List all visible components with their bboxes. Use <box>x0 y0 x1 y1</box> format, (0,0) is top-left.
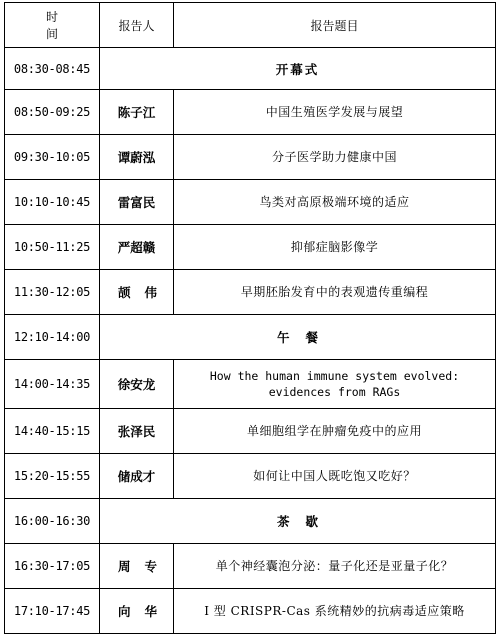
title-cell: 抑郁症脑影像学 <box>174 225 496 270</box>
time-cell: 11:30-12:05 <box>5 270 100 315</box>
header-row <box>5 3 496 48</box>
event-cell: 开幕式 <box>100 48 496 90</box>
table-row <box>5 135 496 180</box>
speaker-cell: 徐安龙 <box>100 360 174 409</box>
speaker-cell: 颉伟 <box>100 270 174 315</box>
table-row <box>5 589 496 634</box>
time-cell: 12:10-14:00 <box>5 315 100 360</box>
speaker-cell: 雷富民 <box>100 180 174 225</box>
title-cell: 分子医学助力健康中国 <box>174 135 496 180</box>
speaker-cell: 向华 <box>100 589 174 634</box>
title-cell: 单个神经囊泡分泌：量子化还是亚量子化？ <box>174 544 496 589</box>
header-title: 报告题目 <box>174 3 496 48</box>
header-speaker: 报告人 <box>100 3 174 48</box>
time-cell: 14:00-14:35 <box>5 360 100 409</box>
title-cell: 早期胚胎发育中的表观遗传重编程 <box>174 270 496 315</box>
speaker-cell: 周专 <box>100 544 174 589</box>
table-row <box>5 544 496 589</box>
time-cell: 09:30-10:05 <box>5 135 100 180</box>
schedule-table <box>4 2 496 634</box>
table-row <box>5 180 496 225</box>
speaker-cell: 张泽民 <box>100 409 174 454</box>
header-time: 时间 <box>5 3 100 48</box>
time-cell: 14:40-15:15 <box>5 409 100 454</box>
time-cell: 15:20-15:55 <box>5 454 100 499</box>
speaker-cell: 储成才 <box>100 454 174 499</box>
speaker-cell: 严超赣 <box>100 225 174 270</box>
title-cell: 鸟类对高原极端环境的适应 <box>174 180 496 225</box>
time-cell: 16:00-16:30 <box>5 499 100 544</box>
table-row <box>5 225 496 270</box>
table-row <box>5 499 496 544</box>
title-cell: 中国生殖医学发展与展望 <box>174 90 496 135</box>
time-cell: 08:30-08:45 <box>5 48 100 90</box>
time-cell: 10:10-10:45 <box>5 180 100 225</box>
table-row <box>5 48 496 90</box>
table-row <box>5 315 496 360</box>
time-cell: 08:50-09:25 <box>5 90 100 135</box>
table-row <box>5 90 496 135</box>
title-cell: How the human immune system evolved: evidences from RAGs <box>174 360 496 409</box>
table-row <box>5 270 496 315</box>
event-cell: 午餐 <box>100 315 496 360</box>
table-row <box>5 454 496 499</box>
title-cell: 单细胞组学在肿瘤免疫中的应用 <box>174 409 496 454</box>
title-cell: I 型 CRISPR-Cas 系统精妙的抗病毒适应策略 <box>174 589 496 634</box>
time-cell: 17:10-17:45 <box>5 589 100 634</box>
time-cell: 16:30-17:05 <box>5 544 100 589</box>
event-cell: 茶歇 <box>100 499 496 544</box>
time-cell: 10:50-11:25 <box>5 225 100 270</box>
table-row <box>5 409 496 454</box>
table-row <box>5 360 496 409</box>
speaker-cell: 谭蔚泓 <box>100 135 174 180</box>
speaker-cell: 陈子江 <box>100 90 174 135</box>
title-cell: 如何让中国人既吃饱又吃好？ <box>174 454 496 499</box>
